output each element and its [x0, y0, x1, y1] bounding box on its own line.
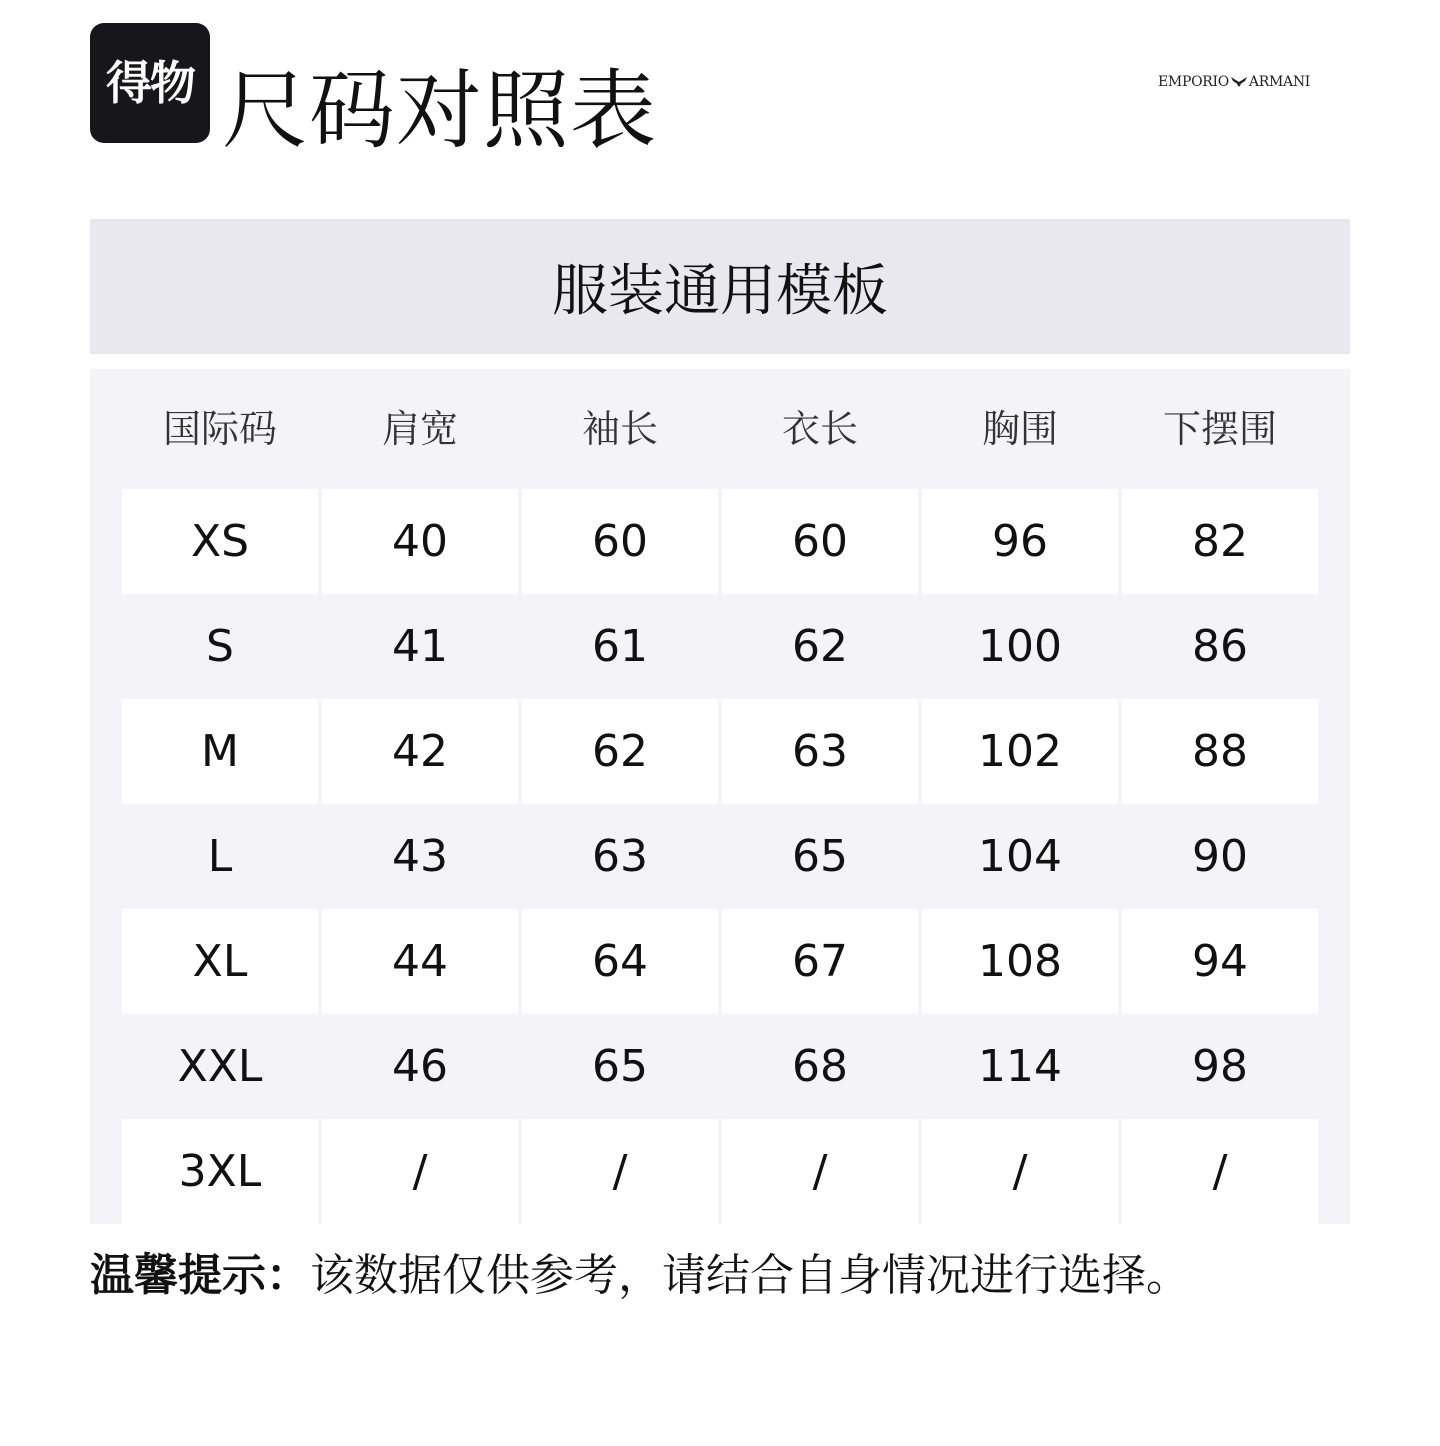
table-cell: 65 — [722, 804, 918, 909]
logo-text: 得物 — [106, 56, 194, 110]
table-cell: 98 — [1122, 1014, 1318, 1119]
table-cell: / — [522, 1119, 718, 1224]
table-cell: 86 — [1122, 594, 1318, 699]
tip-line — [90, 1244, 1190, 1308]
column-header: 袖长 — [581, 407, 658, 451]
table-cell: 63 — [722, 699, 918, 804]
table-cell: 41 — [322, 594, 518, 699]
table-cell: 102 — [922, 699, 1118, 804]
table-cell: 82 — [1122, 489, 1318, 594]
table-cell: / — [922, 1119, 1118, 1224]
table-cell-size: 3XL — [122, 1119, 318, 1224]
table-cell: 104 — [922, 804, 1118, 909]
table-row — [120, 699, 1320, 804]
table-cell: 42 — [322, 699, 518, 804]
table-cell: 67 — [722, 909, 918, 1014]
table-header-row — [120, 369, 1320, 489]
table-cell: 46 — [322, 1014, 518, 1119]
page-title: 尺码对照表 — [222, 61, 657, 161]
table-row — [120, 489, 1320, 594]
table-cell: 108 — [922, 909, 1118, 1014]
table-cell: 60 — [722, 489, 918, 594]
template-title — [90, 219, 1350, 354]
dewu-logo — [90, 23, 210, 143]
table-cell: 96 — [922, 489, 1118, 594]
column-header: 下摆围 — [1162, 407, 1277, 451]
column-header: 肩宽 — [381, 407, 458, 451]
table-row — [120, 909, 1320, 1014]
table-cell-size: M — [122, 699, 318, 804]
table-cell: 94 — [1122, 909, 1318, 1014]
table-cell: 114 — [922, 1014, 1118, 1119]
table-cell: 88 — [1122, 699, 1318, 804]
table-row — [120, 804, 1320, 909]
tip-text: 该数据仅供参考，请结合自身情况进行选择。 — [310, 1250, 1190, 1301]
brand-name-right: ARMANI — [1248, 74, 1310, 90]
column-header: 衣长 — [781, 407, 858, 451]
table-row — [120, 594, 1320, 699]
table-cell: 68 — [722, 1014, 918, 1119]
tip-label: 温馨提示： — [90, 1250, 310, 1301]
table-row — [120, 1014, 1320, 1119]
table-cell: 40 — [322, 489, 518, 594]
column-header: 国际码 — [162, 407, 277, 451]
table-cell-size: S — [122, 594, 318, 699]
table-cell: 100 — [922, 594, 1118, 699]
column-header: 胸围 — [981, 407, 1058, 451]
table-cell: / — [722, 1119, 918, 1224]
table-cell: 44 — [322, 909, 518, 1014]
table-cell: 43 — [322, 804, 518, 909]
table-cell-size: XS — [122, 489, 318, 594]
table-cell: 62 — [522, 699, 718, 804]
brand-name-left: EMPORIO — [1158, 74, 1229, 90]
template-title-text: 服装通用模板 — [552, 258, 888, 324]
table-row — [120, 1119, 1320, 1224]
table-cell: 60 — [522, 489, 718, 594]
table-cell: / — [322, 1119, 518, 1224]
table-cell-size: XXL — [122, 1014, 318, 1119]
table-cell: 64 — [522, 909, 718, 1014]
table-cell: 62 — [722, 594, 918, 699]
brand-logo — [1158, 74, 1310, 90]
table-cell: 65 — [522, 1014, 718, 1119]
table-cell: / — [1122, 1119, 1318, 1224]
eagle-icon — [1230, 76, 1248, 88]
table-cell-size: L — [122, 804, 318, 909]
table-body — [120, 489, 1320, 1224]
table-cell-size: XL — [122, 909, 318, 1014]
table-cell: 63 — [522, 804, 718, 909]
table-cell: 90 — [1122, 804, 1318, 909]
table-cell: 61 — [522, 594, 718, 699]
size-table — [90, 369, 1350, 1224]
